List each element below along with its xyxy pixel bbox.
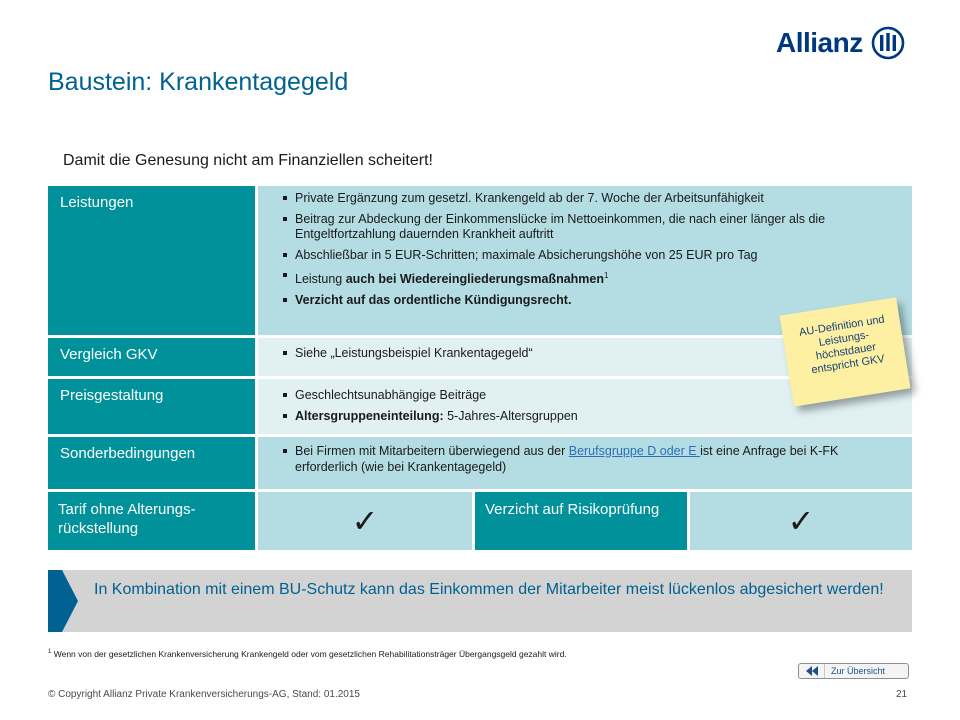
list-item — [283, 444, 852, 475]
list-item: Siehe „Leistungsbeispiel Krankentagegeld“ — [283, 346, 912, 362]
list-item: Verzicht auf das ordentliche Kündigungsrecht. — [283, 293, 912, 309]
row-label-leistungen: Leistungen — [48, 186, 255, 335]
footnote-marker: 1 — [604, 271, 609, 280]
back-to-overview-button[interactable] — [798, 663, 909, 679]
banner-text: In Kombination mit einem BU-Schutz kann das Einkommen der Mitarbeiter meist lückenlos abgesichert werden! — [94, 581, 884, 598]
row-content-sonder — [258, 437, 912, 489]
page-subtitle: Damit die Genesung nicht am Finanziellen scheitert! — [63, 152, 433, 169]
list-item: Abschließbar in 5 EUR-Schritten; maximale Absicherungshöhe von 25 EUR pro Tag — [283, 248, 912, 264]
footnote — [48, 649, 567, 659]
row-label-vergleich: Vergleich GKV — [48, 338, 255, 376]
label-tarif-ohne-alterungsrueckstellung: Tarif ohne Alterungs-rückstellung — [48, 492, 255, 550]
table-row-vergleich — [48, 338, 912, 376]
check-icon: ✓ — [690, 492, 912, 550]
row-label-preis: Preisgestaltung — [48, 379, 255, 434]
footnote-marker: 1 — [48, 649, 52, 656]
sticky-note: AU-Definition und Leistungs-höchstdauer entspricht GKV — [780, 297, 911, 406]
back-button-label: Zur Übersicht — [831, 666, 886, 676]
page-number: 21 — [896, 689, 908, 700]
table-row-bottom — [48, 492, 912, 550]
page-title: Baustein: Krankentagegeld — [48, 68, 349, 96]
item-text: ist eine Anfrage bei K-FK erforderlich (wie bei Krankentagegeld) — [295, 444, 839, 474]
berufsgruppe-link[interactable]: Berufsgruppe D oder E — [568, 444, 701, 458]
logo-text: Allianz — [776, 27, 863, 58]
list-item: Geschlechtsunabhängige Beiträge — [283, 388, 912, 404]
table-row-sonder — [48, 437, 912, 489]
check-icon: ✓ — [258, 492, 472, 550]
item-bold-text: Altersgruppeneinteilung: — [295, 408, 444, 423]
chevron-right-icon — [48, 570, 80, 632]
info-banner — [48, 570, 912, 632]
allianz-logo — [776, 26, 905, 60]
item-text: 5-Jahres-Altersgruppen — [443, 408, 578, 423]
allianz-eagle-icon — [871, 26, 905, 60]
item-text: Bei Firmen mit Mitarbeitern überwiegend aus der — [295, 444, 569, 458]
table-row-preis — [48, 379, 912, 434]
list-item — [283, 409, 912, 425]
footnote-text: Wenn von der gesetzlichen Krankenversicherung Krankengeld oder vom gesetzlichen Rehabilitationsträger Übergangsgeld gezahlt wird. — [53, 649, 567, 659]
list-item: Private Ergänzung zum gesetzl. Krankengeld ab der 7. Woche der Arbeitsunfähigkeit — [283, 191, 912, 207]
item-text: Leistung — [295, 272, 346, 287]
row-label-sonder: Sonderbedingungen — [48, 437, 255, 489]
list-item: Beitrag zur Abdeckung der Einkommenslücke im Nettoeinkommen, die nach einer länger als die Entgeltfortzahlung dauernden Krankheit auftritt — [283, 212, 912, 243]
rewind-icon — [799, 664, 825, 678]
label-verzicht-risikopruefung: Verzicht auf Risikoprüfung — [475, 492, 687, 550]
list-item — [283, 268, 912, 288]
copyright: © Copyright Allianz Private Krankenversicherungs-AG, Stand: 01.2015 — [48, 689, 360, 700]
product-table — [48, 186, 912, 550]
table-row-leistungen — [48, 186, 912, 335]
item-bold-text: auch bei Wiedereingliederungsmaßnahmen — [345, 272, 605, 287]
